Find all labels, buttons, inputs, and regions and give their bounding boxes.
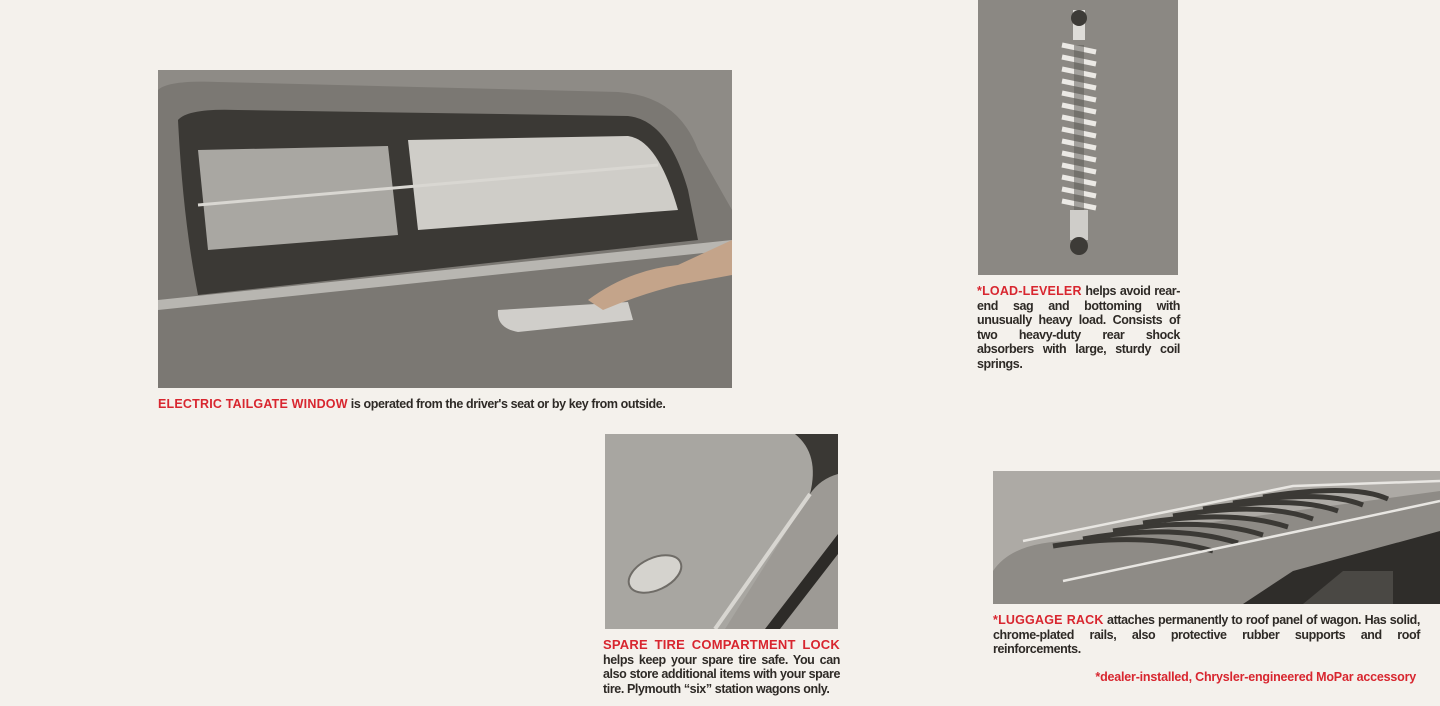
luggage-rack-photo <box>993 471 1440 604</box>
dealer-installed-footnote: *dealer-installed, Chrysler-engineered MoPar accessory <box>1095 670 1416 684</box>
tailgate-caption <box>158 397 758 412</box>
luggage-rack-caption <box>993 613 1420 657</box>
load-leveler-photo <box>978 0 1178 275</box>
spare-tire-caption <box>603 638 840 696</box>
luggage-rack-caption-body: attaches permanently to roof panel of wagon. Has solid, chrome-plated rails, also protective rubber supports and roof reinforcements. <box>993 613 1420 656</box>
load-leveler-caption <box>977 284 1180 371</box>
spare-tire-caption-body: helps keep your spare tire safe. You can also store additional items with your spare tire. Plymouth “six” station wagons only. <box>603 652 840 696</box>
load-leveler-caption-body: helps avoid rear-end sag and bottoming with unusually heavy load. Consists of two heavy-duty rear shock absorbers with large, sturdy coil springs. <box>977 284 1180 371</box>
load-leveler-caption-title: *LOAD-LEVELER <box>977 284 1082 298</box>
tailgate-window-photo <box>158 70 732 388</box>
tailgate-caption-body: is operated from the driver's seat or by key from outside. <box>347 397 666 411</box>
spare-tire-lock-photo <box>605 434 838 629</box>
luggage-rack-caption-title: *LUGGAGE RACK <box>993 613 1104 627</box>
spare-tire-caption-title: SPARE TIRE COMPARTMENT LOCK <box>603 637 840 652</box>
tailgate-caption-title: ELECTRIC TAILGATE WINDOW <box>158 397 348 411</box>
